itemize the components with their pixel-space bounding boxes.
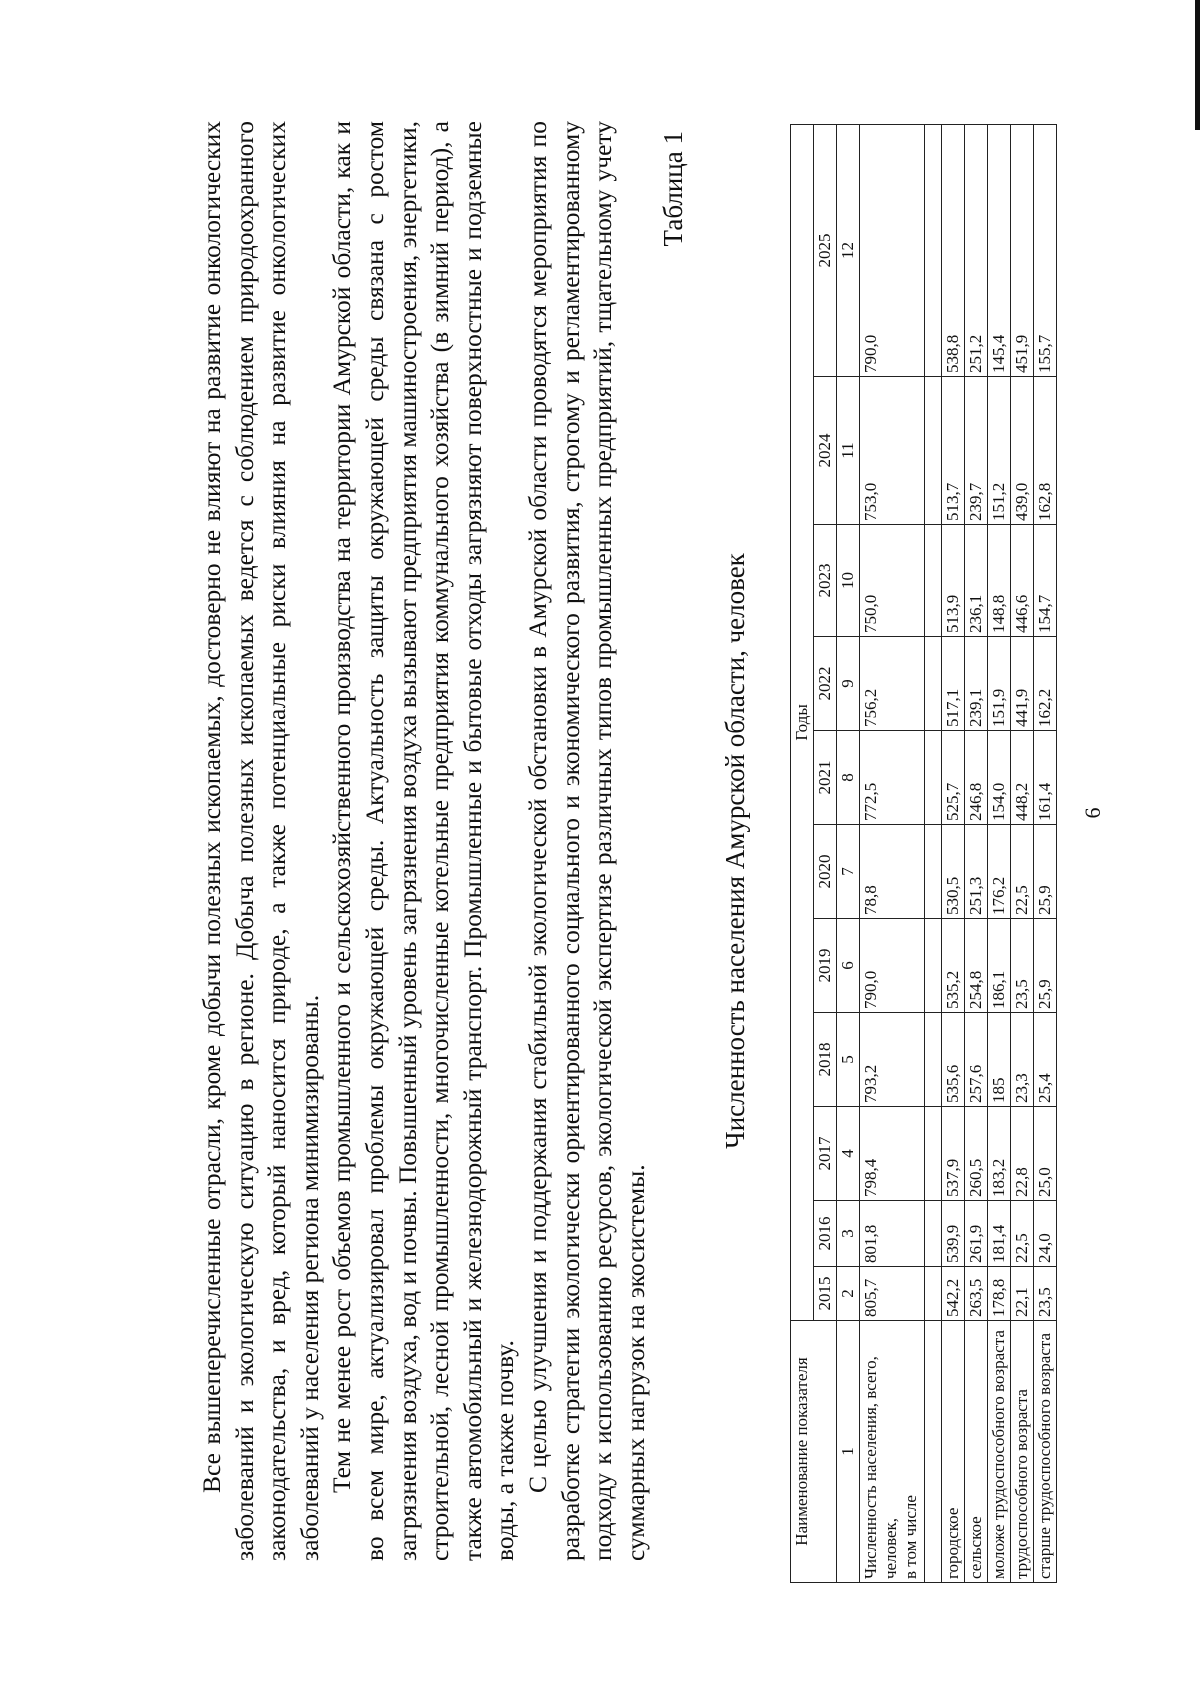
value-cell: 176,2 [988, 825, 1011, 919]
value-cell: 441,9 [1011, 637, 1034, 731]
value-cell: 257,6 [965, 1013, 988, 1107]
row-name-line: Численность населения, всего, [861, 1356, 880, 1579]
gap-cell [925, 1201, 942, 1267]
row-name: трудоспособного возраста [1011, 1321, 1034, 1583]
population-table [790, 124, 1057, 1583]
year-cell: 2021 [814, 731, 837, 825]
value-cell: 181,4 [988, 1201, 1011, 1267]
gap-cell [925, 919, 942, 1013]
value-cell: 772,5 [860, 731, 925, 825]
gap-cell [925, 731, 942, 825]
years-header: Годы [791, 124, 814, 1320]
value-cell: 263,5 [965, 1267, 988, 1321]
row-name-line: в том числе [901, 1495, 920, 1579]
value-cell: 446,6 [1011, 525, 1034, 637]
value-cell: 148,8 [988, 525, 1011, 637]
value-cell: 750,0 [860, 525, 925, 637]
row-name-line: человек, [881, 1517, 900, 1579]
table-header-row [791, 124, 814, 1582]
value-cell: 151,9 [988, 637, 1011, 731]
value-cell: 23,3 [1011, 1013, 1034, 1107]
value-cell: 25,4 [1034, 1013, 1057, 1107]
column-number-row [837, 124, 860, 1582]
value-cell: 78,8 [860, 825, 925, 919]
column-number: 10 [837, 525, 860, 637]
value-cell: 151,2 [988, 377, 1011, 525]
column-number: 8 [837, 731, 860, 825]
table-number: Таблица 1 [658, 131, 688, 247]
value-cell: 246,8 [965, 731, 988, 825]
value-cell: 23,5 [1011, 919, 1034, 1013]
value-cell: 439,0 [1011, 377, 1034, 525]
value-cell: 790,0 [860, 124, 925, 376]
value-cell: 183,2 [988, 1107, 1011, 1201]
year-cell: 2020 [814, 825, 837, 919]
value-cell: 154,0 [988, 731, 1011, 825]
value-cell: 236,1 [965, 525, 988, 637]
table-title: Численность населения Амурской области, человек [720, 553, 750, 1149]
value-cell: 22,8 [1011, 1107, 1034, 1201]
value-cell: 525,7 [942, 731, 965, 825]
value-cell: 805,7 [860, 1267, 925, 1321]
row-name [860, 1321, 925, 1583]
row-name: сельское [965, 1321, 988, 1583]
value-cell: 186,1 [988, 919, 1011, 1013]
value-cell: 162,8 [1034, 377, 1057, 525]
column-number: 7 [837, 825, 860, 919]
paragraph: Тем не менее рост объемов промышленного и сельскохозяйственного производства на территории Амурской области, как и во всем мире, актуализировал проблемы окружающей среды. Актуальность защиты окружающей среды связана с ростом загрязнения воздуха, вод и почвы. Повышенный уровень загрязнения воздуха вызывают предприятия машиностроения, энергетики, строительной, лесной промышленности, многочисленные котельные предприятия коммунального хозяйства (в зимний период), а также автомобильный и железнодорожный транспорт. Промышленные и бытовые отходы загрязняют поверхностные и подземные воды, а также почву. [327, 121, 520, 1561]
gap-cell [925, 1321, 942, 1583]
table-row-over-working-age [1034, 124, 1057, 1582]
table-row-rural [965, 124, 988, 1582]
column-number: 1 [837, 1321, 860, 1583]
column-number: 5 [837, 1013, 860, 1107]
value-cell: 162,2 [1034, 637, 1057, 731]
year-cell: 2015 [814, 1267, 837, 1321]
row-name: старше трудоспособного возраста [1034, 1321, 1057, 1583]
value-cell: 161,4 [1034, 731, 1057, 825]
value-cell: 513,9 [942, 525, 965, 637]
value-cell: 448,2 [1011, 731, 1034, 825]
value-cell: 24,0 [1034, 1201, 1057, 1267]
value-cell: 25,9 [1034, 825, 1057, 919]
value-cell: 22,5 [1011, 1201, 1034, 1267]
value-cell: 793,2 [860, 1013, 925, 1107]
gap-cell [925, 1013, 942, 1107]
table-row-total [860, 124, 925, 1582]
value-cell: 251,2 [965, 124, 988, 376]
value-cell: 254,8 [965, 919, 988, 1013]
value-cell: 451,9 [1011, 124, 1034, 376]
value-cell: 517,1 [942, 637, 965, 731]
column-number: 11 [837, 377, 860, 525]
page-number: 6 [1080, 807, 1105, 819]
paragraph: С целью улучшения и поддержания стабильной экологической обстановки в Амурской области проводятся мероприятия по разработке стратегии экологически ориентированного социального и экономического развития, строгому и регламентированному подходу к использованию ресурсов, экологической экспертизе различных типов промышленных предприятий, тщательному учету суммарных нагрузок на экосистемы. [522, 121, 650, 1561]
year-cell: 2025 [814, 124, 837, 376]
value-cell: 154,7 [1034, 525, 1057, 637]
value-cell: 239,7 [965, 377, 988, 525]
column-number: 3 [837, 1201, 860, 1267]
value-cell: 537,9 [942, 1107, 965, 1201]
year-cell: 2016 [814, 1201, 837, 1267]
name-header: Наименование показателя [791, 1321, 837, 1583]
value-cell: 251,3 [965, 825, 988, 919]
body-text [196, 121, 652, 1561]
gap-cell [925, 1107, 942, 1201]
value-cell: 145,4 [988, 124, 1011, 376]
value-cell: 239,1 [965, 637, 988, 731]
table-row-urban [942, 124, 965, 1582]
year-cell: 2017 [814, 1107, 837, 1201]
value-cell: 261,9 [965, 1201, 988, 1267]
value-cell: 542,2 [942, 1267, 965, 1321]
value-cell: 22,1 [1011, 1267, 1034, 1321]
year-cell: 2023 [814, 525, 837, 637]
year-cell: 2024 [814, 377, 837, 525]
table-row-under-working-age [988, 124, 1011, 1582]
row-name: моложе трудоспособного возраста [988, 1321, 1011, 1583]
value-cell: 753,0 [860, 377, 925, 525]
gap-cell [925, 1267, 942, 1321]
value-cell: 513,7 [942, 377, 965, 525]
column-number: 4 [837, 1107, 860, 1201]
year-cell: 2019 [814, 919, 837, 1013]
gap-cell [925, 124, 942, 376]
table-row-working-age [1011, 124, 1034, 1582]
value-cell: 25,9 [1034, 919, 1057, 1013]
value-cell: 23,5 [1034, 1267, 1057, 1321]
value-cell: 530,5 [942, 825, 965, 919]
value-cell: 260,5 [965, 1107, 988, 1201]
value-cell: 801,8 [860, 1201, 925, 1267]
value-cell: 798,4 [860, 1107, 925, 1201]
value-cell: 185 [988, 1013, 1011, 1107]
row-name: городское [942, 1321, 965, 1583]
value-cell: 538,8 [942, 124, 965, 376]
year-cell: 2018 [814, 1013, 837, 1107]
column-number: 2 [837, 1267, 860, 1321]
gap-cell [925, 525, 942, 637]
gap-cell [925, 825, 942, 919]
value-cell: 756,2 [860, 637, 925, 731]
column-number: 12 [837, 124, 860, 376]
gap-cell [925, 637, 942, 731]
value-cell: 539,9 [942, 1201, 965, 1267]
value-cell: 790,0 [860, 919, 925, 1013]
gap-cell [925, 377, 942, 525]
value-cell: 22,5 [1011, 825, 1034, 919]
value-cell: 25,0 [1034, 1107, 1057, 1201]
value-cell: 535,2 [942, 919, 965, 1013]
column-number: 9 [837, 637, 860, 731]
year-cell: 2022 [814, 637, 837, 731]
value-cell: 178,8 [988, 1267, 1011, 1321]
value-cell: 155,7 [1034, 124, 1057, 376]
value-cell: 535,6 [942, 1013, 965, 1107]
table-gap-row [925, 124, 942, 1582]
column-number: 6 [837, 919, 860, 1013]
paragraph: Все вышеперечисленные отрасли, кроме добычи полезных ископаемых, достоверно не влияют на развитие онкологических заболеваний и экологическую ситуацию в регионе. Добыча полезных ископаемых ведется с соблюдением природоохранного законодательства, и вред, который наносится природе, а также потенциальные риски влияния на развитие онкологических заболеваний у населения региона минимизированы. [197, 121, 324, 1561]
